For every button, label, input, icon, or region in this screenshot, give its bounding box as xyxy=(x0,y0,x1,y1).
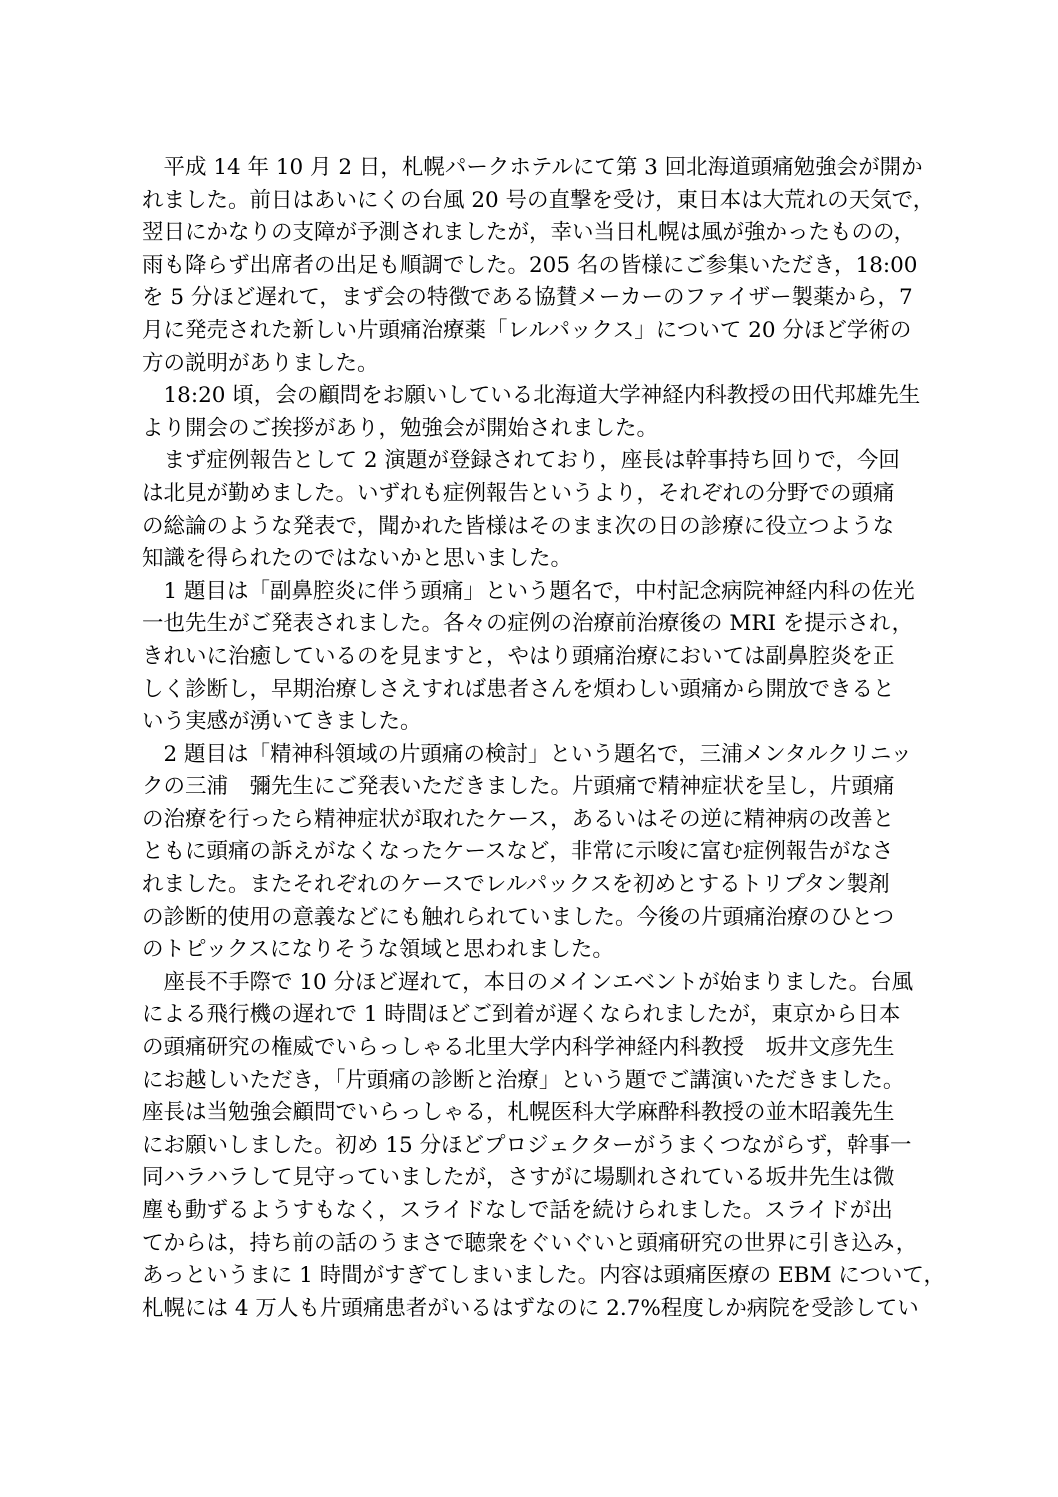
text-line: の治療を行ったら精神症状が取れたケース，あるいはその逆に精神病の改善と xyxy=(142,806,895,832)
text-line: 平成 14 年 10 月 2 日，札幌パークホテルにて第 3 回北海道頭痛勉強会が開か xyxy=(142,155,923,180)
text-line: 18:20 頃，会の顧問をお願いしている北海道大学神経内科教授の田代邦雄先生 xyxy=(142,383,921,409)
text-line: れました。前日はあいにくの台風 20 号の直撃を受け，東日本は大荒れの天気で， xyxy=(142,187,935,213)
text-line: の頭痛研究の権威でいらっしゃる北里大学内科学神経内科教授 坂井文彦先生 xyxy=(142,1035,895,1061)
text-line: 翌日にかなりの支障が予測されましたが，幸い当日札幌は風が強かったものの， xyxy=(142,220,916,246)
text-line: 月に発売された新しい片頭痛治療薬「レルパックス」について 20 分ほど学術の xyxy=(142,317,912,343)
text-line: あっというまに 1 時間がすぎてしまいました。内容は頭痛医療の EBM について， xyxy=(142,1263,945,1289)
text-line: クの三浦 彌先生にご発表いただきました。片頭痛で精神症状を呈し，片頭痛 xyxy=(142,774,895,800)
text-line: 知識を得られたのではないかと思いました。 xyxy=(142,546,573,572)
text-line: 塵も動ずるようすもなく，スライドなしで話を続けられました。スライドが出 xyxy=(142,1198,893,1223)
text-line: のトピックスになりそうな領域と思われました。 xyxy=(142,937,614,963)
text-line: れました。またそれぞれのケースでレルパックスを初めとするトリプタン製剤 xyxy=(142,872,890,898)
text-line: 1 題目は「副鼻腔炎に伴う頭痛」という題名で，中村記念病院神経内科の佐光 xyxy=(142,578,915,604)
text-line: 一也先生がご発表されました。各々の症例の治療前治療後の MRI を提示され， xyxy=(142,611,914,637)
text-line: きれいに治癒しているのを見ますと，やはり頭痛治療においては副鼻腔炎を正 xyxy=(142,643,895,669)
text-line: 座長は当勉強会顧問でいらっしゃる，札幌医科大学麻酔科教授の並木昭義先生 xyxy=(142,1100,895,1126)
text-line: 札幌には 4 万人も片頭痛患者がいるはずなのに 2.7%程度しか病院を受診してい xyxy=(142,1295,919,1321)
text-line: まず症例報告として 2 演題が登録されており，座長は幹事持ち回りで，今回 xyxy=(142,448,900,474)
text-line: いう実感が湧いてきました。 xyxy=(142,709,422,735)
text-line: 座長不手際で 10 分ほど遅れて，本日のメインエベントが始まりました。台風 xyxy=(142,969,914,995)
text-line: てからは，持ち前の話のうまさで聴衆をぐいぐいと頭痛研究の世界に引き込み， xyxy=(142,1230,918,1256)
text-line: は北見が勤めました。いずれも症例報告というより，それぞれの分野での頭痛 xyxy=(142,480,895,506)
text-line: にお越しいただき，「片頭痛の診断と治療」という題でご講演いただきました。 xyxy=(142,1067,905,1093)
text-line: を 5 分ほど遅れて，まず会の特徴である協賛メーカーのファイザー製薬から，7 xyxy=(142,285,913,311)
text-line: しく診断し，早期治療しさえすれば患者さんを煩わしい頭痛から開放できると xyxy=(142,676,895,702)
text-line: 2 題目は「精神科領域の片頭痛の検討」という題名で，三浦メンタルクリニッ xyxy=(142,741,913,767)
text-line: による飛行機の遅れで 1 時間ほどご到着が遅くなられましたが，東京から日本 xyxy=(142,1002,901,1028)
text-line: にお願いしました。初め 15 分ほどプロジェクターがうまくつながらず，幹事一 xyxy=(142,1132,912,1158)
text-line: より開会のご挨拶があり，勉強会が開始されました。 xyxy=(142,415,659,441)
text-line: の診断的使用の意義などにも触れられていました。今後の片頭痛治療のひとつ xyxy=(142,904,895,930)
text-line: 雨も降らず出席者の出足も順調でした。205 名の皆様にご参集いただき，18:00 xyxy=(142,252,918,278)
text-line: ともに頭痛の訴えがなくなったケースなど，非常に示唆に富む症例報告がなさ xyxy=(142,839,894,865)
document-body xyxy=(142,152,945,1325)
text-line: 同ハラハラして見守っていましたが，さすがに場馴れされている坂井先生は微 xyxy=(142,1165,895,1191)
text-line: の総論のような発表で，聞かれた皆様はそのまま次の日の診療に役立つような xyxy=(142,513,895,539)
text-line: 方の説明がありました。 xyxy=(142,350,379,376)
